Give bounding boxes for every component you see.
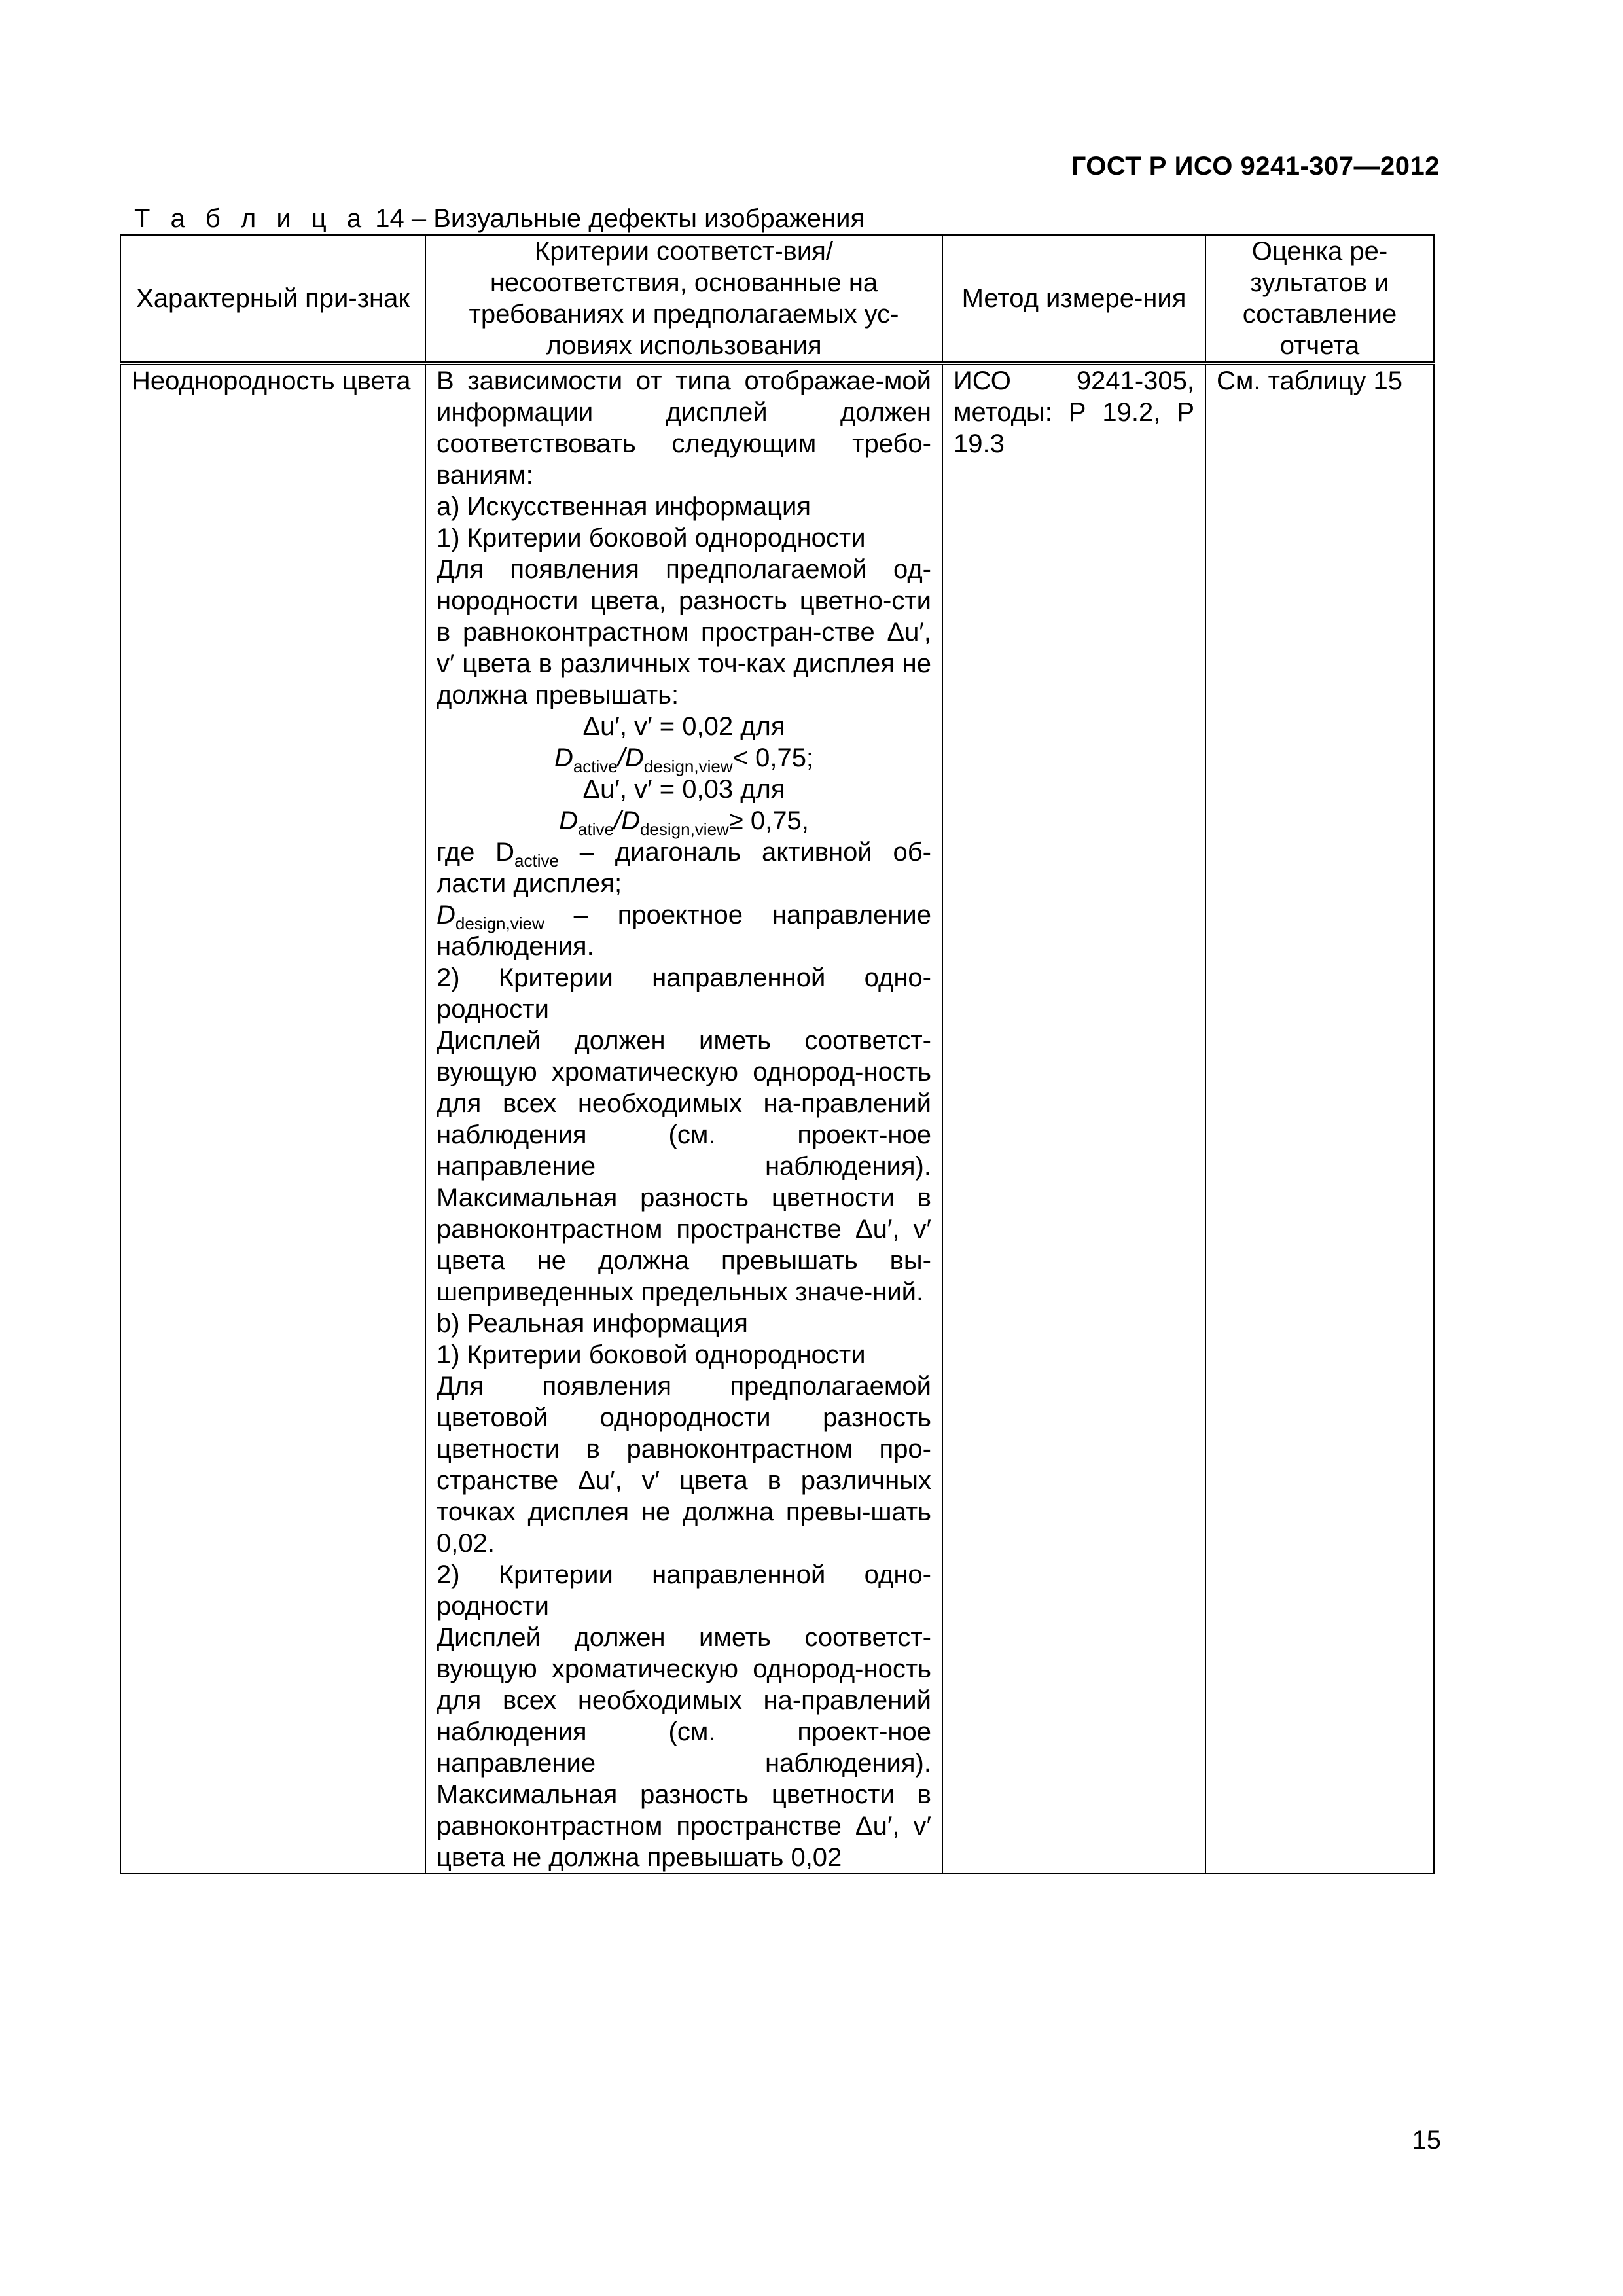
formula-condition: ≥ 0,75, — [728, 806, 809, 835]
criteria-real-heading: b) Реальная информация — [437, 1309, 748, 1338]
definition-text: – диагональ активной об-ласти дисплея; — [437, 838, 931, 898]
cell-criteria — [425, 363, 942, 1874]
header-feature: Характерный при-знак — [120, 235, 425, 363]
formula-symbol: /D — [613, 806, 640, 835]
table-row — [120, 363, 1434, 1874]
page-number: 15 — [1412, 2126, 1441, 2155]
criteria-directional-text: Дисплей должен иметь соответст-вующую хроматическую однород-ность для всех необходимых на-правлений наблюдения (см. проект-ное направление наблюдения). Максимальная разность цветности в равноконтрастном пространстве Δu′, v′ цвета не должна превышать вы-шеприведенных предельных значе-ний. — [437, 1026, 931, 1306]
header-evaluation: Оценка ре-зультатов и составление отчета — [1205, 235, 1434, 363]
criteria-real-lateral-text: Для появления предполагаемой цветовой однородности разность цветности в равноконтрастном про-странстве Δu′, v′ цвета в различных точках дисплея не должна превы-шать 0,02. — [437, 1372, 931, 1558]
formula-condition: < 0,75; — [732, 744, 814, 772]
formula-symbol: D — [554, 744, 573, 772]
header-criteria: Критерии соответст-вия/несоответствия, основанные на требованиях и предполагаемых ус-ловиях использования — [425, 235, 942, 363]
definition-design-view — [437, 899, 931, 962]
cell-evaluation: См. таблицу 15 — [1205, 363, 1434, 1874]
formula-symbol: /D — [617, 744, 644, 772]
criteria-intro: В зависимости от типа отображае-мой информации дисплей должен соответствовать следующим требо-ваниям: — [437, 367, 931, 490]
visual-defects-table — [120, 234, 1435, 1874]
table-caption-text: 14 – Визуальные дефекты изображения — [375, 204, 865, 233]
document-standard-id: ГОСТ Р ИСО 9241-307—2012 — [1071, 152, 1440, 181]
table-caption-label: Т а б л и ц а — [134, 204, 368, 233]
formula-subscript: ative — [578, 819, 614, 839]
table-header-row — [120, 235, 1434, 363]
criteria-lateral-heading: 1) Критерии боковой однородности — [437, 524, 866, 552]
formula-subscript: active — [514, 851, 559, 870]
cell-feature: Неоднородность цвета — [120, 363, 425, 1874]
definition-active — [437, 836, 931, 899]
formula-subscript: design,view — [643, 757, 733, 776]
formula-symbol: D — [437, 901, 455, 929]
header-method: Метод измере-ния — [942, 235, 1205, 363]
table-caption — [134, 203, 865, 234]
formula-line-3: Δu′, v′ = 0,03 для — [582, 775, 785, 804]
formula-subscript: active — [573, 757, 618, 776]
criteria-real-directional-heading: 2) Критерии направленной одно-родности — [437, 1560, 931, 1621]
criteria-lateral-text: Для появления предполагаемой од-нородности цвета, разность цветно-сти в равноконтрастном простран-стве Δu′, v′ цвета в различных точ-ках дисплея не должна превышать: — [437, 555, 931, 709]
definition-lead: где D — [437, 838, 515, 867]
definition-text: – проектное направление наблюдения. — [437, 901, 931, 961]
criteria-real-directional-text: Дисплей должен иметь соответст-вующую хроматическую однород-ность для всех необходимых на-правлений наблюдения (см. проект-ное направление наблюдения). Максимальная разность цветности в равноконтрастном пространстве Δu′, v′ цвета не должна превышать 0,02 — [437, 1623, 931, 1872]
formula-line-1: Δu′, v′ = 0,02 для — [582, 712, 785, 741]
formula-line-4 — [437, 805, 931, 839]
formula-line-2 — [437, 742, 931, 774]
cell-method: ИСО 9241-305, методы: Р 19.2, Р 19.3 — [942, 363, 1205, 1874]
criteria-directional-heading: 2) Критерии направленной одно-родности — [437, 963, 931, 1024]
formula-subscript: design,view — [455, 914, 544, 933]
criteria-real-lateral-heading: 1) Критерии боковой однородности — [437, 1340, 866, 1369]
criteria-artificial-heading: a) Искусственная информация — [437, 492, 811, 521]
formula-symbol: D — [559, 806, 579, 835]
formula-subscript: design,view — [639, 819, 729, 839]
